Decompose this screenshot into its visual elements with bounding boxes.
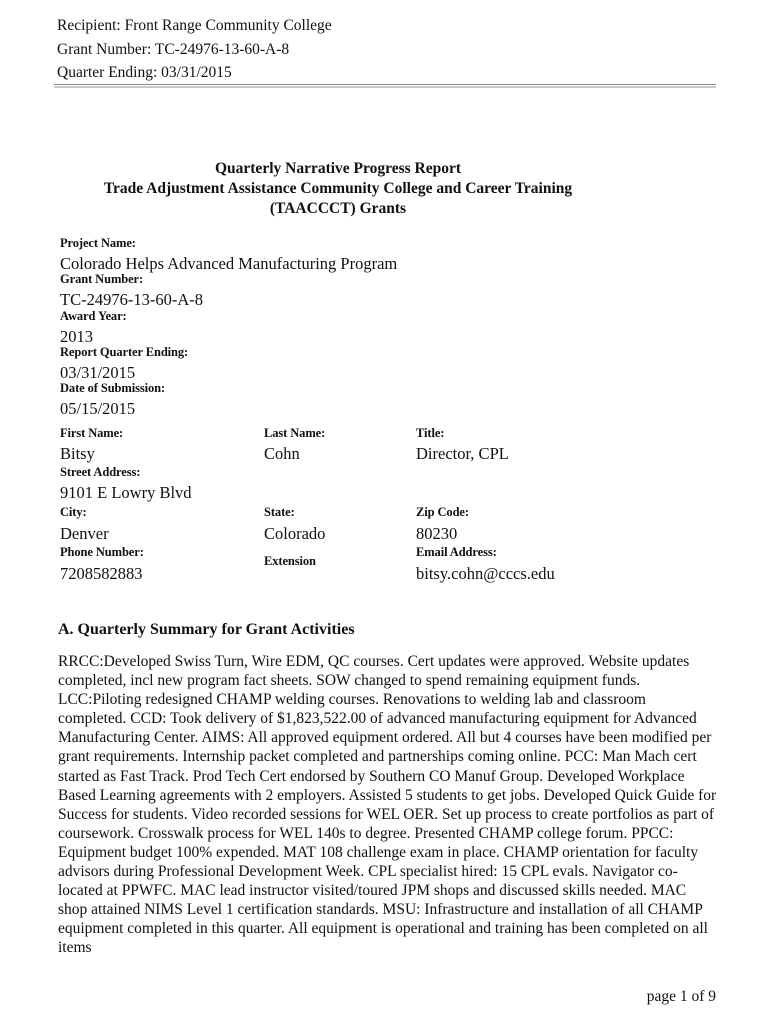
- section-a-heading: A. Quarterly Summary for Grant Activities: [58, 621, 355, 638]
- header-divider: [54, 84, 716, 88]
- email-address-label: Email Address:: [416, 545, 497, 559]
- last-name-label: Last Name:: [264, 426, 326, 440]
- header-grant-number: Grant Number: TC-24976-13-60-A-8: [57, 41, 290, 58]
- last-name-value: Cohn: [264, 444, 300, 463]
- grant-number-value: TC-24976-13-60-A-8: [60, 290, 203, 309]
- section-a-body: RRCC:Developed Swiss Turn, Wire EDM, QC courses. Cert updates were approved. Website updates completed, incl new program fact sheets. SOW changed to spend remaining equipment funds. LCC:Piloting redesigned CHAMP welding courses. Renovations to welding lab and classroom completed. CCD: Took delivery of $1,823,522.00 of advanced manufacturing equipment for Advanced Manufacturing Center. AIMS: All approved equipment ordered. All but 4 courses have been modified per grant requirements. Internship packet completed and partnerships coming online. PCC: Man Mach cert started as Fast Track. Prod Tech Cert endorsed by Southern CO Manuf Group. Developed Workplace Based Learning agreements with 2 employers. Assisted 5 students to get jobs. Developed Quick Guide for Success for students. Video recorded sessions for WEL OER. Set up process to create portfolios as part of coursework. Crosswalk process for WEL 140s to degree. Presented CHAMP college forum. PPCC: Equipment budget 100% expended. MAT 108 challenge exam in place. CHAMP orientation for faculty advisors during Professional Development Week. CPL specialist hired: 15 CPL evals. Navigator co-located at PPWFC. MAC lead instructor visited/toured JPM shops and discussed skills needed. MAC shop attained NIMS Level 1 certification standards. MSU: Infrastructure and installation of all CHAMP equipment completed in this quarter. All equipment is operational and training has been completed on all items: [58, 653, 717, 957]
- email-address-value: bitsy.cohn@cccs.edu: [416, 564, 555, 583]
- project-name-label: Project Name:: [60, 236, 136, 250]
- header-quarter-ending: Quarter Ending: 03/31/2015: [57, 64, 232, 81]
- award-year-value: 2013: [60, 327, 93, 346]
- report-title-line3: (TAACCCT) Grants: [269, 200, 407, 217]
- grant-number-label: Grant Number:: [60, 272, 144, 286]
- first-name-value: Bitsy: [60, 444, 95, 463]
- extension-label: Extension: [264, 554, 316, 568]
- page-number: page 1 of 9: [646, 988, 716, 1005]
- award-year-label: Award Year:: [60, 309, 127, 323]
- date-of-submission-label: Date of Submission:: [60, 381, 166, 395]
- state-label: State:: [264, 505, 295, 519]
- first-name-label: First Name:: [60, 426, 124, 440]
- street-address-label: Street Address:: [60, 465, 141, 479]
- zip-code-label: Zip Code:: [416, 505, 469, 519]
- project-name-value: Colorado Helps Advanced Manufacturing Program: [60, 254, 398, 273]
- header-recipient: Recipient: Front Range Community College: [57, 17, 332, 34]
- phone-number-value: 7208582883: [60, 564, 143, 583]
- report-quarter-ending-label: Report Quarter Ending:: [60, 345, 189, 359]
- date-of-submission-value: 05/15/2015: [60, 399, 136, 418]
- report-quarter-ending-value: 03/31/2015: [60, 363, 136, 382]
- zip-code-value: 80230: [416, 524, 458, 543]
- city-label: City:: [60, 505, 87, 519]
- city-value: Denver: [60, 524, 109, 543]
- title-value: Director, CPL: [416, 444, 509, 463]
- title-label: Title:: [416, 426, 445, 440]
- report-title-line1: Quarterly Narrative Progress Report: [214, 160, 462, 177]
- street-address-value: 9101 E Lowry Blvd: [60, 483, 192, 502]
- phone-number-label: Phone Number:: [60, 545, 144, 559]
- state-value: Colorado: [264, 524, 326, 543]
- report-title-line2: Trade Adjustment Assistance Community College and Career Training: [103, 180, 573, 197]
